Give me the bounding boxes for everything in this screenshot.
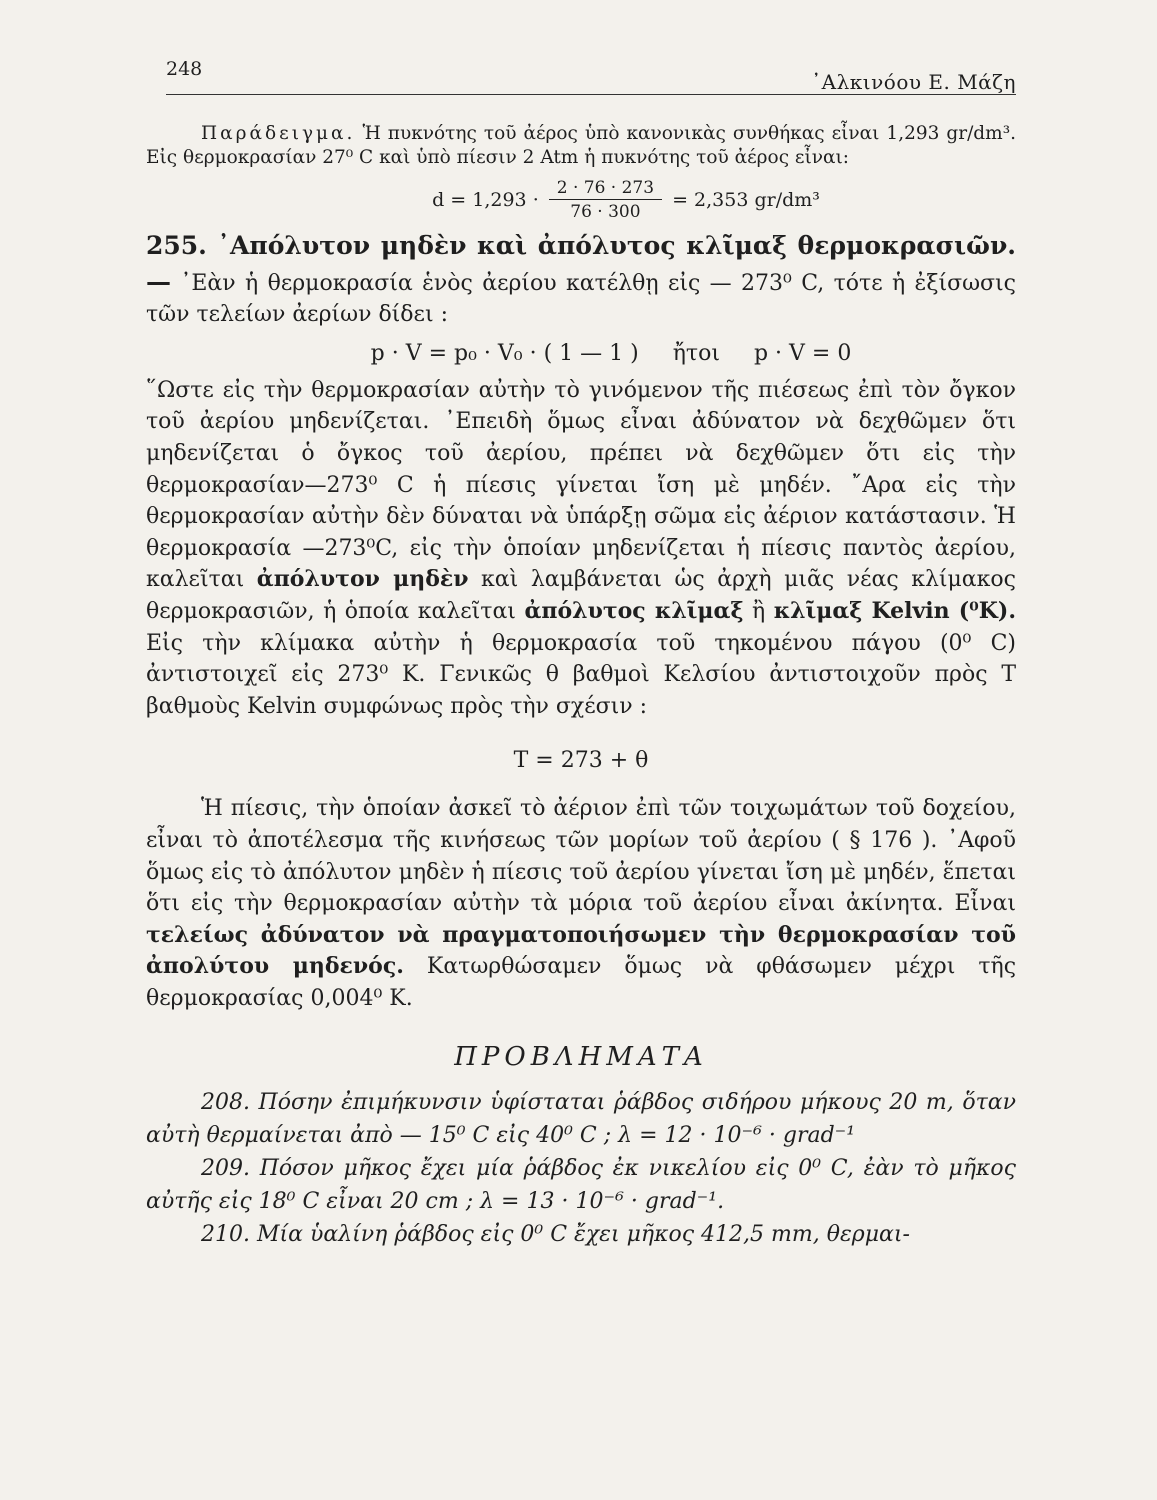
problem-208: 208. Πόσην ἐπιμήκυνσιν ὑφίσταται ῥάβδος σιδήρου μήκους 20 m, ὅταν αὐτὴ θερμαίνεται ἀπὸ — 15⁰ C εἰς 40⁰ C ; λ = 12 · 10⁻⁶ · grad⁻¹: [146, 1090, 1016, 1149]
header-rule: [166, 94, 1016, 95]
section-paragraph: [146, 228, 1016, 331]
problem-210: 210. Μία ὑαλίνη ῥάβδος εἰς 0⁰ C ἔχει μῆκος 412,5 mm, θερμαι-: [201, 1222, 910, 1248]
formula-numerator: 2 · 76 · 273: [549, 178, 662, 200]
equation-right: p · V = 0: [753, 340, 852, 366]
term-absolute-zero: ἀπόλυτον μηδὲν: [256, 566, 469, 593]
ideal-gas-equation: [206, 337, 1016, 371]
density-formula: [236, 178, 1016, 222]
section-heading: 255. ᾿Απόλυτον μηδὲν καὶ ἀπόλυτος κλῖμαξ θερμοκρασιῶν.—: [146, 231, 1016, 296]
body-paragraph-1: [146, 375, 1016, 723]
page-number: 248: [166, 58, 203, 80]
example-text: Ἡ πυκνότης τοῦ ἀέρος ὑπὸ κανονικὰς συνθήκας εἶναι 1,293 gr/dm³. Εἰς θερμοκρασίαν 27⁰ C καὶ ὑπὸ πίεσιν 2 Atm ἡ πυκνότης τοῦ ἀέρος εἶναι:: [146, 123, 1016, 168]
para2-bold-statement: τελείως ἀδύνατον νὰ πραγματοποιήσωμεν τὴν θερμοκρασίαν τοῦ ἀπολύτου μηδενός.: [146, 921, 1016, 980]
term-absolute-scale: ἀπόλυτος κλῖμαξ: [524, 597, 744, 624]
page-content: [146, 122, 1016, 1251]
para2-text-b: Κατωρθώσαμεν ὅμως νὰ φθάσωμεν μέχρι τῆς θερμοκρασίας 0,004⁰ K.: [146, 954, 1017, 1011]
problems-heading: ΠΡΟΒΛΗΜΑΤΑ: [454, 1042, 708, 1073]
para1-text-c: ἢ: [743, 598, 774, 624]
para1-text-d: Εἰς τὴν κλίμακα αὐτὴν ἡ θερμοκρασία τοῦ τηκομένου πάγου (0⁰ C) ἀντιστοιχεῖ εἰς 273⁰ K. Γενικῶς θ βαθμοὶ Κελσίου ἀντιστοιχοῦν πρὸς T βαθμοὺς Kelvin συμφώνως πρὸς τὴν σχέσιν :: [146, 630, 1016, 719]
page-header: [166, 52, 1016, 92]
body-paragraph-2: [146, 793, 1016, 1014]
para1-text-a: ῞Ωστε εἰς τὴν θερμοκρασίαν αὐτὴν τὸ γινόμενον τῆς πιέσεως ἐπὶ τὸν ὄγκον τοῦ ἀερίου μηδενίζεται. ᾿Επειδὴ ὅμως εἶναι ἀδύνατον νὰ δεχθῶμεν ὅτι μηδενίζεται ὁ ὄγκος τοῦ ἀερίου, πρέπει νὰ δεχθῶμεν ὅτι εἰς τὴν θερμοκρασίαν—273⁰ C ἡ πίεσις γίνεται ἴση μὲ μηδέν. ῎Αρα εἰς τὴν θερμοκρασίαν αὐτὴν δὲν δύναται νὰ ὑπάρξῃ σῶμα εἰς ἀέριον κατάστασιν. Ἡ θερμοκρασία —273⁰C, εἰς τὴν ὁποίαν μηδενίζεται ἡ πίεσις παντὸς ἀερίου, καλεῖται: [146, 377, 1016, 593]
formula-right: = 2,353 gr/dm³: [672, 189, 820, 211]
term-kelvin-scale: κλῖμαξ Kelvin (⁰K).: [773, 597, 1016, 624]
equation-word: ἤτοι: [672, 340, 720, 366]
equation-left: p · V = p₀ · V₀ · ( 1 — 1 ): [370, 340, 639, 366]
formula-fraction: [549, 178, 662, 222]
formula-denominator: 76 · 300: [570, 202, 641, 222]
para2-text-a: Ἡ πίεσις, τὴν ὁποίαν ἀσκεῖ τὸ ἀέριον ἐπὶ τῶν τοιχωμάτων τοῦ δοχείου, εἶναι τὸ ἀποτέλεσμα τῆς κινήσεως τῶν μορίων τοῦ ἀερίου ( § 176 ). ᾿Αφοῦ ὅμως εἰς τὸ ἀπόλυτον μηδὲν ἡ πίεσις τοῦ ἀερίου γίνεται ἴση μὲ μηδέν, ἕπεται ὅτι εἰς τὴν θερμοκρασίαν αὐτὴν τὰ μόρια τοῦ ἀερίου εἶναι ἀκίνητα. Εἶναι: [146, 796, 1016, 917]
formula-left: d = 1,293 ·: [432, 189, 539, 211]
section-intro: ᾿Εὰν ἡ θερμοκρασία ἑνὸς ἀερίου κατέλθῃ εἰς — 273⁰ C, τότε ἡ ἐξίσωσις τῶν τελείων ἀερίων δίδει :: [146, 270, 1016, 328]
kelvin-equation: T = 273 + θ: [513, 748, 649, 774]
problem-209: 209. Πόσον μῆκος ἔχει μία ῥάβδος ἐκ νικελίου εἰς 0⁰ C, ἐὰν τὸ μῆκος αὐτῆς εἰς 18⁰ C εἶναι 20 cm ; λ = 13 · 10⁻⁶ · grad⁻¹.: [146, 1156, 1016, 1215]
example-paragraph: [146, 122, 1016, 170]
example-label: Παράδειγμα.: [201, 123, 356, 144]
running-head: ᾿Αλκινόου Ε. Μάζη: [811, 70, 1016, 94]
para1-text-b: καὶ λαμβάνεται ὡς ἀρχὴ μιᾶς νέας κλίμακος θερμοκρασιῶν, ἡ ὁποία καλεῖται: [146, 567, 1016, 624]
